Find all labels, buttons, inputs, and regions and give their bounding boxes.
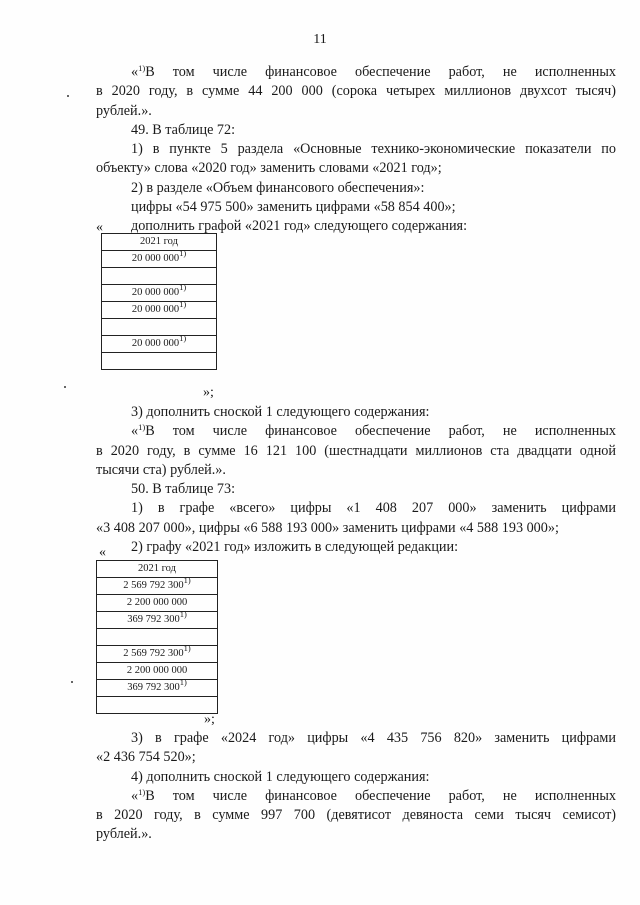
scan-speck — [71, 681, 73, 683]
table-1-cell: 20 000 000$^{1)}$ — [102, 336, 217, 353]
footnote-line-3: рублей.». — [96, 102, 152, 119]
section-49-item-3: 3) дополнить сноской 1 следующего содержания: — [131, 404, 430, 420]
footnote-line-2: в 2020 году, в сумме 997 700 (девятисот девяноста семи тысяч семисот) — [96, 807, 616, 824]
table-1-header: 2021 год — [102, 234, 217, 251]
section-50-footnote — [96, 729, 616, 845]
footnote-line-3: тысячи ста) рублей.». — [96, 461, 226, 478]
section-50-item-1a: 1) в графе «всего» цифры «1 408 207 000» заменить цифрами — [131, 500, 616, 517]
section-50-title: 50. В таблице 73: — [131, 481, 236, 498]
table-2-quote-open: « — [99, 545, 106, 560]
table-2-quote-close: »; — [204, 712, 215, 727]
footnote-line-1: В том числе финансовое обеспечение работ, не исполненных — [145, 787, 616, 804]
table-1-quote-open: « — [96, 220, 103, 235]
footnote-line-2: в 2020 году, в сумме 16 121 100 (шестнадцати миллионов ста двадцати одной — [96, 442, 616, 459]
section-49-add: дополнить графой «2021 год» следующего содержания: — [131, 218, 468, 235]
quote-open: « — [131, 787, 139, 804]
quote-open: « — [131, 64, 139, 80]
section-49-item-1a: 1) в пункте 5 раздела «Основные технико-экономические показатели по — [131, 141, 616, 158]
page-number: 11 — [313, 32, 327, 47]
section-50-item-3b: «2 436 754 520»; — [96, 749, 196, 766]
table-1-cell: 20 000 000$^{1)}$ — [102, 251, 217, 268]
table-2-cell: 369 792 300$^{1)}$ — [97, 612, 218, 629]
table-2-header: 2021 год — [97, 561, 218, 578]
table-2-cell — [97, 629, 218, 646]
footnote-marker: 1) — [138, 422, 146, 433]
table-2-cell: 2 200 000 000 — [97, 663, 218, 680]
quote-open: « — [131, 423, 139, 440]
table-2-cell: 369 792 300$^{1)}$ — [97, 680, 218, 697]
scan-speck — [64, 386, 66, 388]
table-1-cell — [102, 319, 217, 336]
footnote-block-1 — [96, 63, 616, 237]
footnote-marker: 1) — [138, 786, 146, 797]
table-2-cell: 2 200 000 000 — [97, 595, 218, 612]
table-1-cell: 20 000 000$^{1)}$ — [102, 285, 217, 302]
table-2-cell: 2 569 792 300$^{1)}$ — [97, 578, 218, 595]
footnote-line-1: В том числе финансовое обеспечение работ, не исполненных — [145, 423, 616, 440]
table-2-cell — [97, 697, 218, 714]
footnote-marker: 1) — [138, 63, 146, 73]
section-50-item-2: 2) графу «2021 год» изложить в следующей редакции: — [131, 539, 459, 556]
scan-speck — [67, 95, 69, 97]
section-50-item-1b: «3 408 207 000», цифры «6 588 193 000» заменить цифрами «4 588 193 000»; — [96, 519, 559, 536]
section-49-title: 49. В таблице 72: — [131, 121, 236, 138]
section-49-item-1b: объекту» слова «2020 год» заменить словами «2021 год»; — [96, 160, 442, 177]
footnote-line-3: рублей.». — [96, 826, 152, 843]
section-50-item-3a: 3) в графе «2024 год» цифры «4 435 756 820» заменить цифрами — [131, 730, 616, 746]
section-49-digits: цифры «54 975 500» заменить цифрами «58 854 400»; — [131, 199, 456, 216]
table-2 — [96, 560, 218, 714]
table-1-cell: 20 000 000$^{1)}$ — [102, 302, 217, 319]
section-49-footnote — [96, 403, 616, 557]
section-50-item-4: 4) дополнить сноской 1 следующего содержания: — [131, 768, 430, 785]
footnote-line-2: в 2020 году, в сумме 44 200 000 (сорока четырех миллионов двухсот тысяч) — [96, 83, 616, 100]
footnote-line-1: В том числе финансовое обеспечение работ, не исполненных — [145, 64, 616, 80]
table-1-cell — [102, 353, 217, 370]
table-1-cell — [102, 268, 217, 285]
table-1 — [101, 233, 217, 370]
section-49-item-2: 2) в разделе «Объем финансового обеспечения»: — [131, 179, 425, 196]
table-2-cell: 2 569 792 300$^{1)}$ — [97, 646, 218, 663]
table-1-quote-close: »; — [203, 385, 214, 400]
